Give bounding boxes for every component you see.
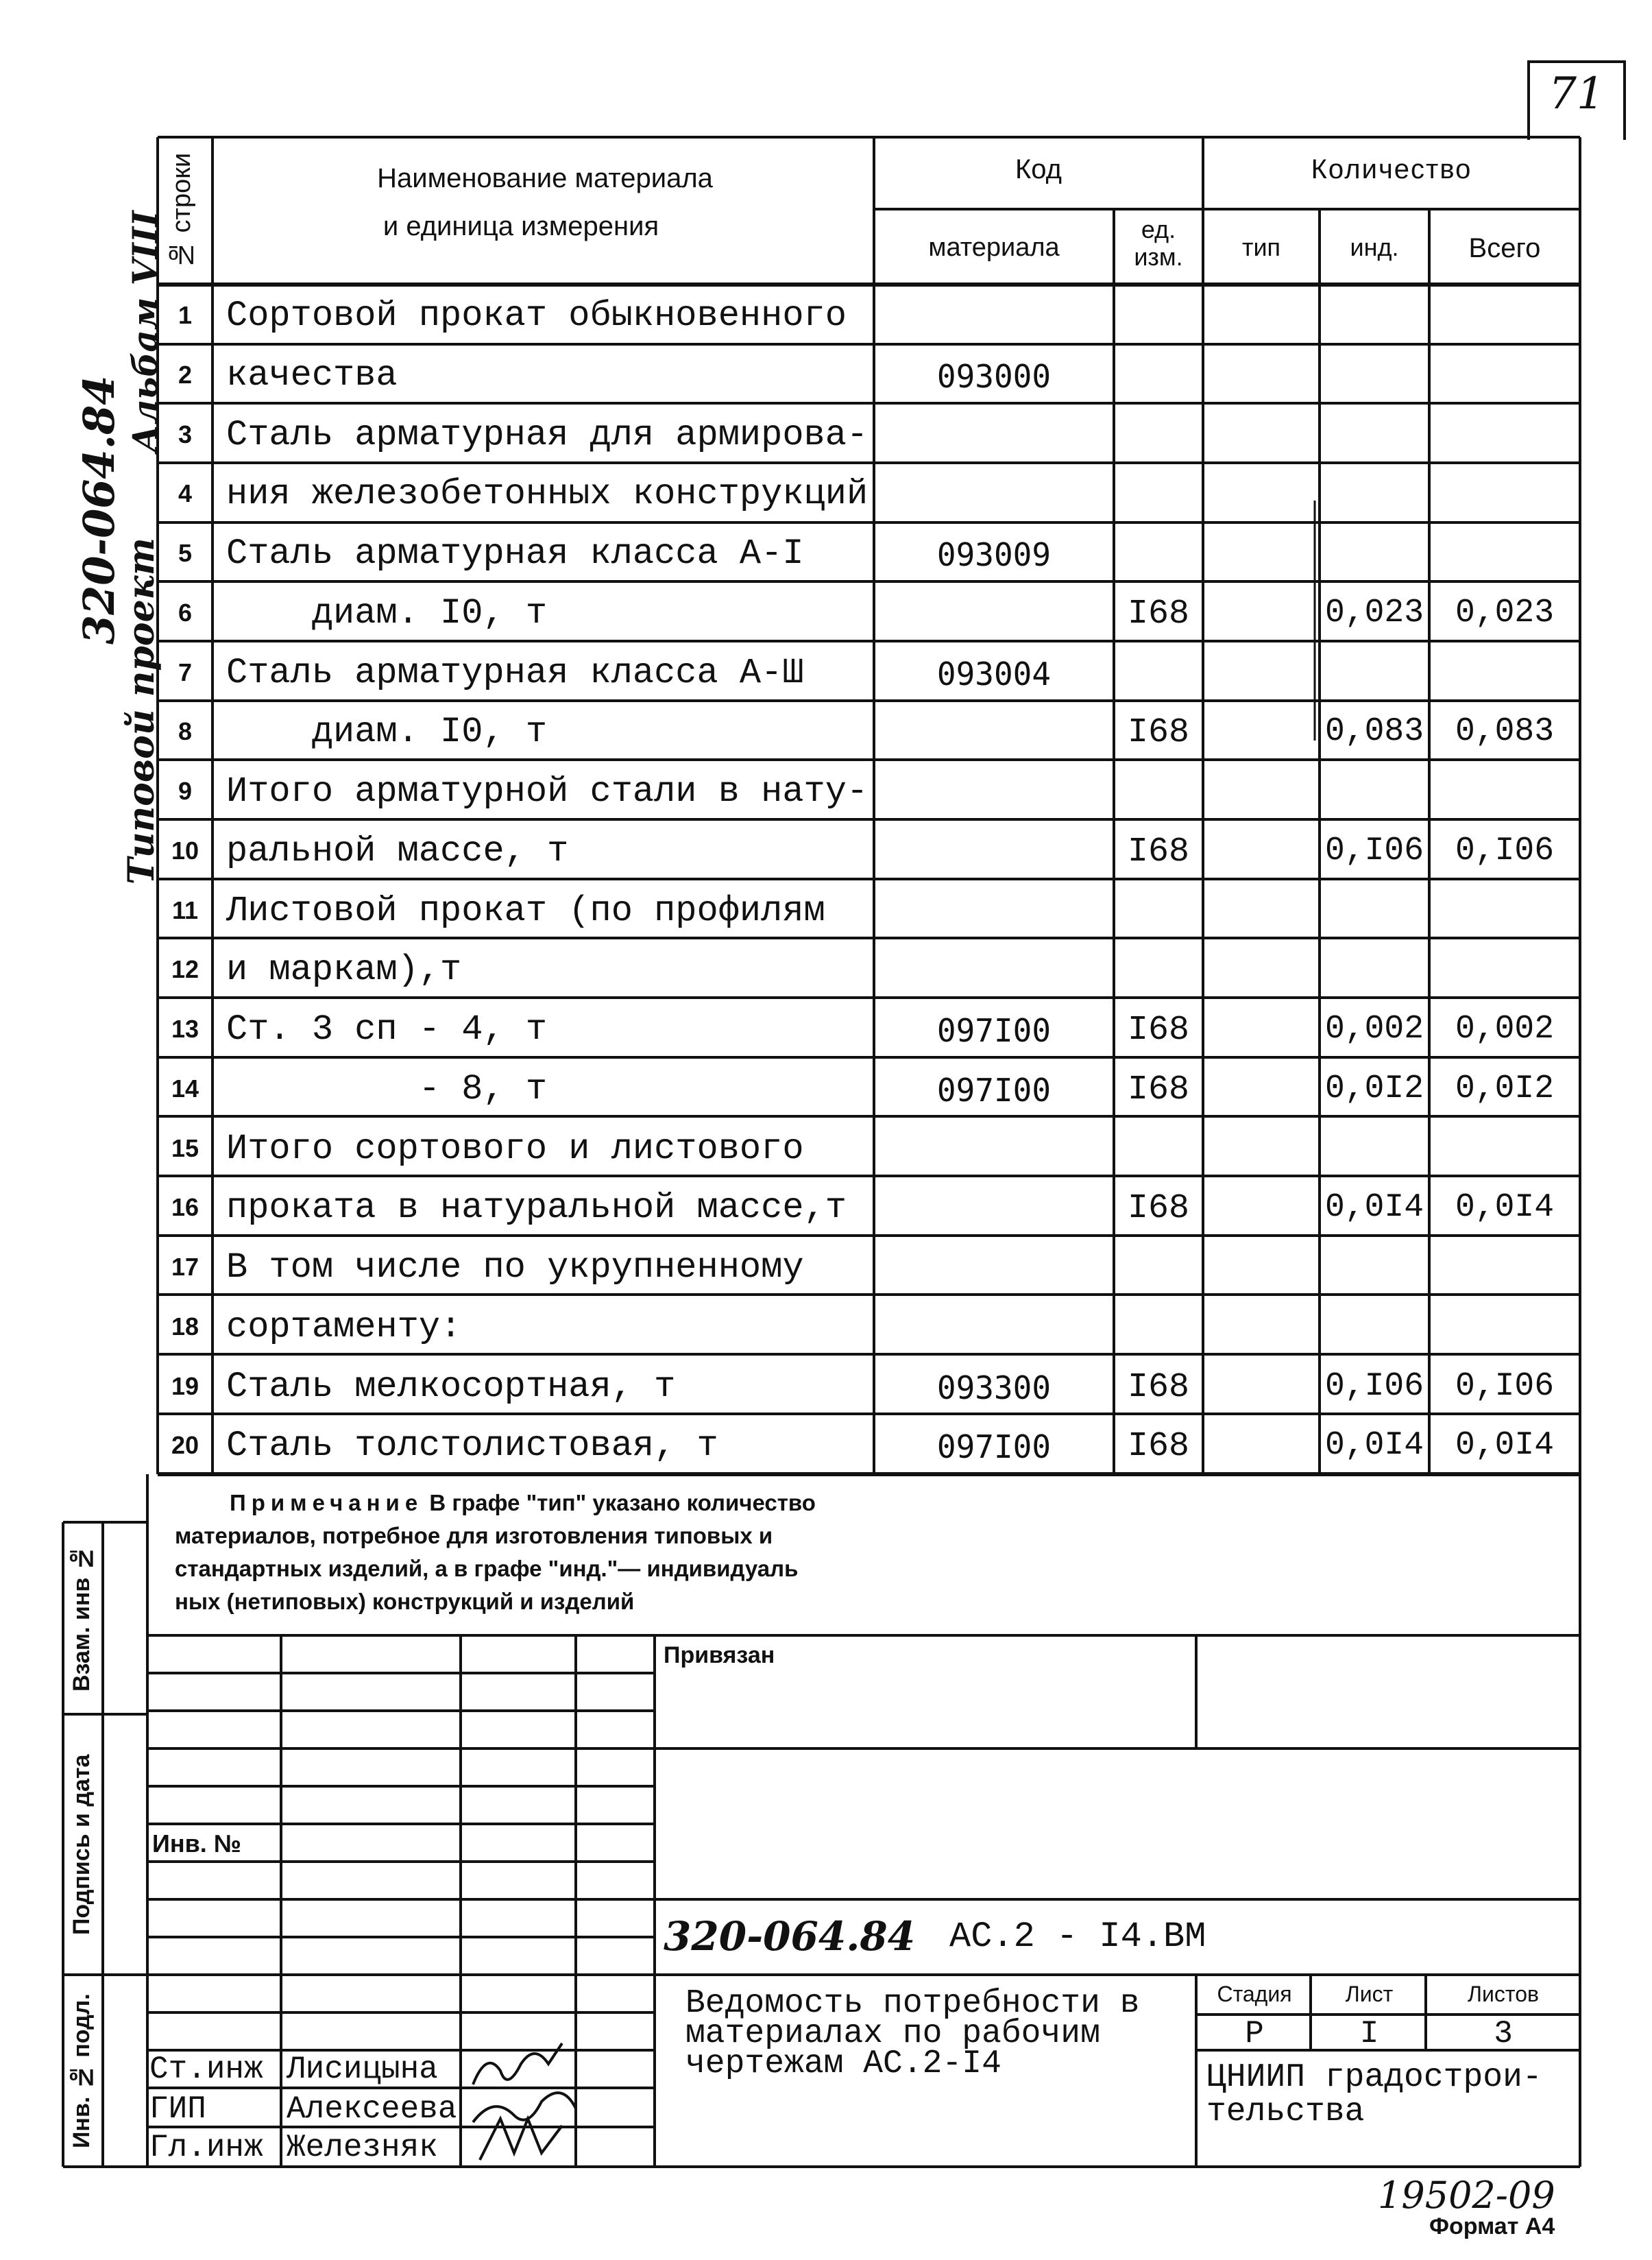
signer-role-3: Гл.инж [149, 2130, 263, 2165]
row-number: 6 [178, 598, 193, 627]
row-material-name: диам. I0, т [226, 712, 548, 753]
row-material-name: Сталь арматурная для армирова- [226, 414, 868, 455]
header-name-line2: и единица измерения [382, 211, 659, 241]
row-material-code: 097I00 [936, 1071, 1052, 1109]
header-qty-type: тип [1241, 233, 1281, 261]
row-material-name: Листовой прокат (по профилям [226, 890, 825, 931]
row-material-name: качества [226, 354, 398, 396]
row-qty-total: 0,083 [1455, 713, 1555, 751]
row-material-name: Сталь толстолистовая, т [226, 1426, 718, 1467]
row-number: 11 [171, 895, 199, 924]
note-line1 [175, 1487, 1100, 1519]
row-material-name: сортаменту: [226, 1306, 462, 1347]
album-label: Альбам VIII [125, 211, 165, 453]
header-qty-ind: инд. [1350, 233, 1399, 261]
row-qty-ind: 0,083 [1324, 713, 1424, 751]
row-qty-total: 0,I06 [1455, 1367, 1555, 1405]
header-code-material: материала [928, 233, 1060, 262]
row-material-name: Сталь арматурная класса А-I [226, 533, 804, 574]
row-unit-code: I68 [1127, 713, 1189, 753]
note-title: Примечание [230, 1490, 424, 1515]
signer-role-2: ГИП [149, 2091, 206, 2127]
row-number: 8 [178, 717, 193, 746]
page-number: 71 [1548, 69, 1605, 119]
row-number: 5 [178, 539, 193, 567]
header-name-line1: Наименование материала [377, 163, 713, 193]
row-unit-code: I68 [1127, 1189, 1189, 1229]
row-material-name: ральной массе, т [226, 830, 569, 871]
side-label-vzam: Взам. инв № [69, 1545, 95, 1692]
project-type-label: Типовой проект [121, 538, 162, 885]
row-qty-total: 0,023 [1455, 594, 1555, 632]
doc-code: АС.2 - I4.ВМ [949, 1916, 1206, 1957]
signer-name-1: Лисицына [287, 2052, 438, 2087]
row-material-name: Сталь мелкосортная, т [226, 1366, 676, 1407]
row-qty-ind: 0,0I2 [1324, 1070, 1424, 1107]
note-line2: материалов, потребное для изготовления типовых и [175, 1523, 773, 1548]
row-number: 12 [171, 955, 199, 984]
row-material-name: Итого сортового и листового [226, 1128, 804, 1169]
doc-title [685, 1985, 1140, 2082]
inv-number-label: Инв. № [152, 1829, 241, 1858]
row-number: 7 [178, 658, 193, 686]
stage-value: Р [1245, 2016, 1264, 2052]
header-row-number: № строки [167, 152, 196, 269]
doc-code-handwritten: 320-064.84 [664, 1913, 916, 1960]
signer-role-1: Ст.инж [149, 2052, 263, 2087]
signer-name-2: Алексеева [287, 2091, 457, 2127]
row-material-code: 097I00 [936, 1428, 1052, 1466]
doc-title-line3: чертежам АС.2-I4 [685, 2045, 1001, 2082]
row-material-name: диам. I0, т [226, 592, 548, 634]
row-material-name: Итого арматурной стали в нату- [226, 771, 868, 812]
row-unit-code: I68 [1127, 1011, 1189, 1050]
row-material-name: Сталь арматурная класса А-Ш [226, 652, 804, 693]
row-material-name: и маркам),т [226, 950, 462, 991]
row-number: 14 [171, 1074, 199, 1103]
note-line4: ных (нетиповых) конструкций и изделий [175, 1589, 635, 1614]
row-material-name: проката в натуральной массе,т [226, 1188, 847, 1229]
row-unit-code: I68 [1127, 1367, 1189, 1407]
row-material-name: - 8, т [226, 1068, 548, 1109]
note-text-1: В графе "тип" указано количество [429, 1490, 816, 1515]
row-number: 13 [171, 1015, 199, 1043]
sheet-label: Лист [1345, 1982, 1394, 2006]
header-code-unit: ед. изм. [1134, 215, 1183, 271]
stamp-number: 19502-09 [1378, 2174, 1555, 2217]
row-qty-total: 0,0I2 [1455, 1070, 1555, 1107]
sheets-value: 3 [1494, 2016, 1513, 2052]
row-number: 4 [178, 479, 193, 508]
row-number: 1 [178, 301, 193, 329]
row-material-code: 093300 [936, 1369, 1052, 1406]
row-qty-ind: 0,I06 [1324, 1367, 1424, 1405]
doc-title-line2: материалах по рабочим [685, 2015, 1100, 2052]
row-number: 16 [171, 1193, 199, 1222]
row-unit-code: I68 [1127, 1070, 1189, 1109]
row-unit-code: I68 [1127, 1427, 1189, 1467]
project-code-side: 320-064.84 [74, 375, 124, 645]
row-qty-total: 0,002 [1455, 1011, 1555, 1048]
signer-name-3: Железняк [287, 2130, 438, 2165]
header-quantity: Количество [1311, 154, 1472, 184]
header-code: Код [1015, 154, 1062, 184]
sheet-value: I [1359, 2016, 1379, 2052]
row-number: 19 [171, 1371, 199, 1400]
row-number: 20 [171, 1431, 199, 1460]
row-qty-ind: 0,023 [1324, 594, 1424, 632]
row-material-code: 093000 [936, 357, 1052, 395]
row-number: 9 [178, 777, 193, 805]
row-qty-ind: 0,002 [1324, 1011, 1424, 1048]
side-label-inv-podl: Инв. № подл. [69, 1993, 95, 2148]
note-block [175, 1487, 1100, 1618]
note-line3: стандартных изделий, а в графе "инд."— индивидуаль [175, 1556, 799, 1581]
row-unit-code: I68 [1127, 594, 1189, 634]
row-qty-total: 0,I06 [1455, 832, 1555, 869]
row-qty-total: 0,0I4 [1455, 1427, 1555, 1465]
row-material-name: ния железобетонных конструкций [226, 474, 868, 515]
row-material-code: 093009 [936, 536, 1052, 573]
row-qty-ind: 0,0I4 [1324, 1427, 1424, 1465]
row-material-name: В том числе по укрупненному [226, 1247, 804, 1288]
row-material-code: 093004 [936, 655, 1052, 693]
row-unit-code: I68 [1127, 832, 1189, 871]
row-material-name: Ст. 3 сп - 4, т [226, 1009, 548, 1050]
header-qty-total: Всего [1468, 233, 1541, 263]
row-number: 15 [171, 1133, 199, 1162]
organization-line2: тельства [1206, 2093, 1365, 2130]
row-qty-total: 0,0I4 [1455, 1189, 1555, 1227]
row-qty-ind: 0,0I4 [1324, 1189, 1424, 1227]
row-qty-ind: 0,I06 [1324, 832, 1424, 869]
organization [1206, 2060, 1542, 2129]
row-material-code: 097I00 [936, 1012, 1052, 1049]
sheets-label: Листов [1468, 1982, 1539, 2006]
privyazan-label: Привязан [664, 1642, 775, 1668]
format-label: Формат А4 [1429, 2213, 1555, 2239]
stage-label: Стадия [1217, 1982, 1292, 2006]
row-number: 17 [171, 1253, 199, 1281]
row-number: 3 [178, 420, 193, 448]
organization-line1: ЦНИИП градострои- [1206, 2059, 1542, 2096]
doc-title-line1: Ведомость потребности в [685, 1985, 1140, 2022]
row-material-name: Сортовой прокат обыкновенного [226, 296, 847, 336]
row-number: 18 [171, 1312, 199, 1341]
row-number: 2 [178, 360, 193, 389]
side-label-podpis: Подпись и дата [69, 1754, 95, 1935]
row-number: 10 [171, 836, 199, 865]
